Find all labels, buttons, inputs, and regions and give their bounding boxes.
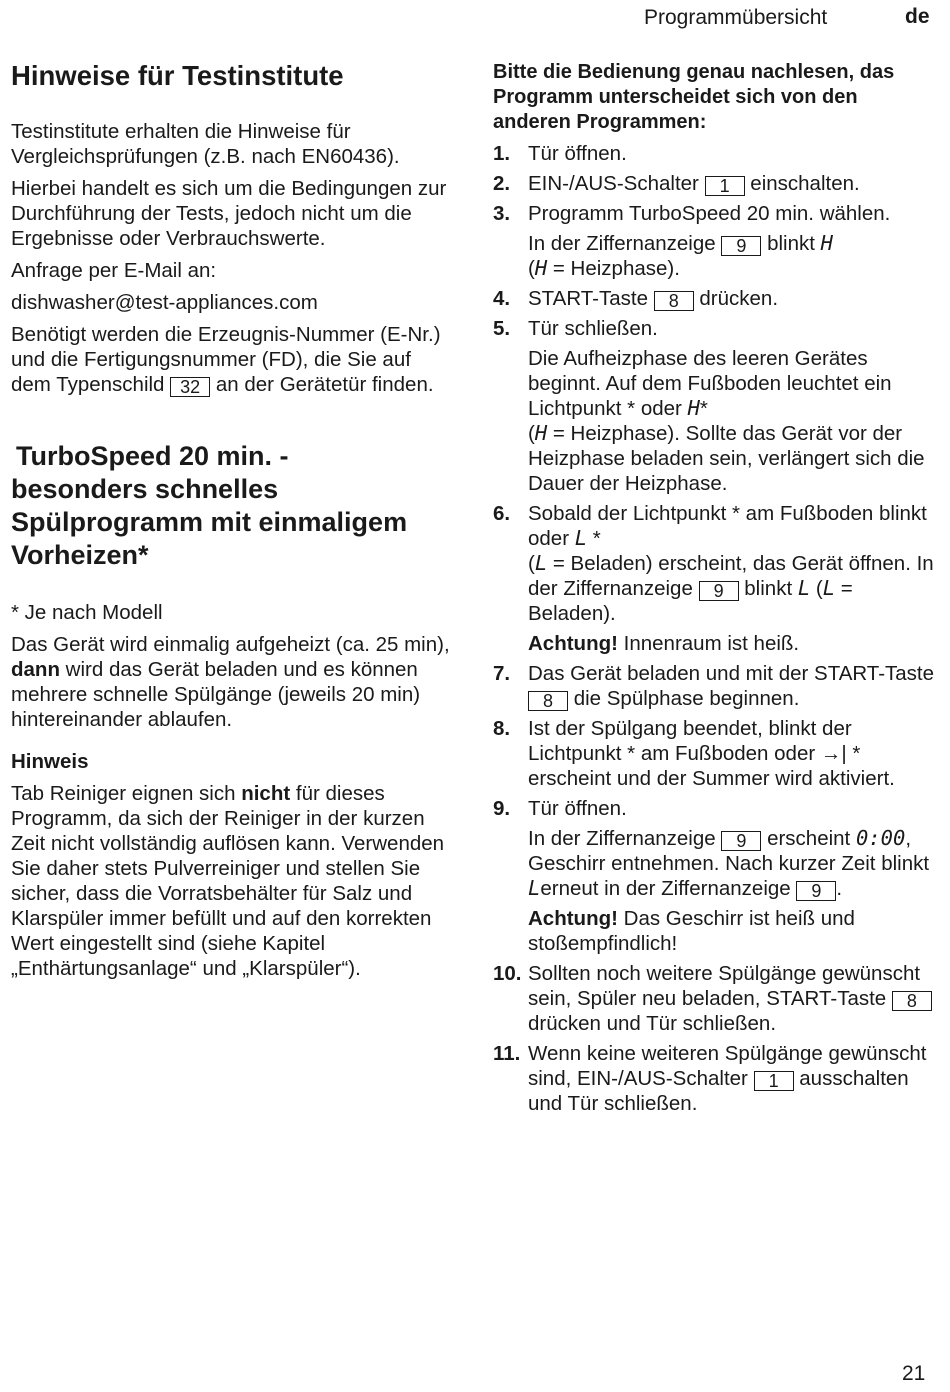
text: = Beladen) erscheint, das Gerät öffnen. In der Ziffernanzeige: [528, 552, 934, 600]
step-number: 4.: [493, 287, 511, 310]
heading-test-institutes: Hinweise für Testinstitute: [11, 60, 344, 91]
key-label: 1: [705, 176, 745, 196]
step-detail: [493, 346, 938, 496]
key-label: 8: [892, 991, 932, 1011]
text: die Spülphase beginnen.: [573, 687, 800, 710]
display-symbol: H: [820, 231, 833, 255]
display-symbol: L: [534, 551, 548, 575]
text: Tür schließen.: [528, 317, 658, 340]
text: Sobald der Lichtpunkt * am Fußboden blinkt oder: [528, 502, 927, 550]
text: = Heizphase).: [552, 257, 680, 280]
text: , Geschirr entnehmen. Nach kurzer Zeit blinkt: [528, 827, 930, 875]
step-number: 8.: [493, 717, 511, 740]
left-column: [11, 60, 456, 988]
email-address: dishwasher@test-appliances.com: [11, 291, 318, 314]
heading-note: Hinweis: [11, 750, 89, 773]
step-number: 1.: [493, 142, 511, 165]
paragraph: [11, 322, 456, 397]
text: Das Gerät beladen und mit der START-Taste: [528, 662, 935, 685]
warning: [493, 906, 938, 956]
text: *: [699, 397, 708, 420]
display-symbol: L: [797, 576, 811, 600]
list-item: [493, 961, 938, 1036]
display-symbol: L: [528, 876, 541, 900]
step-detail: [493, 231, 938, 281]
bold-text: dann: [11, 658, 60, 681]
text: Tür öffnen.: [528, 797, 627, 820]
text: Benötigt werden die Erzeugnis-Nummer (E-Nr.) und die Fertigungsnummer (FD), die Sie auf dem Typenschild: [11, 323, 441, 396]
text: blinkt: [744, 577, 793, 600]
text: Wenn keine weiteren Spülgänge gewünscht sind, EIN-/AUS-Schalter: [528, 1042, 927, 1090]
text: an der Gerätetür finden.: [215, 373, 434, 396]
list-item: [493, 171, 938, 196]
text: Programm TurboSpeed 20 min. wählen.: [528, 202, 891, 225]
step-number: 9.: [493, 797, 511, 820]
list-item: [493, 201, 938, 226]
list-item: [493, 796, 938, 821]
text: EIN-/AUS-Schalter: [528, 172, 699, 195]
key-label: 32: [170, 377, 210, 397]
list-item: [493, 716, 938, 791]
paragraph: Anfrage per E-Mail an:: [11, 259, 217, 282]
warning: [493, 631, 938, 656]
key-label: 1: [754, 1071, 794, 1091]
text: = Heizphase). Sollte das Gerät vor der Heizphase beladen sein, verlängert sich die Dauer der Heizphase.: [528, 422, 925, 495]
text: * erscheint und der Summer wird aktiviert.: [528, 742, 895, 790]
text: für dieses Programm, da sich der Reiniger in der kurzen Zeit nicht vollständig auflösen kann. Verwenden Sie daher stets Pulverreiniger und stellen Sie sicher, dass die Vorratsbehälter für Salz und Klarspüler immer befüllt und auf den korrekten Wert eingestellt sind (siehe Kapitel „Enthärtungsanlage“ und „Klarspüler“).: [11, 782, 445, 980]
text: drücken und Tür schließen.: [528, 1012, 777, 1035]
display-symbol: H: [534, 256, 548, 280]
text: drücken.: [699, 287, 779, 310]
step-number: 5.: [493, 317, 511, 340]
page-number: 21: [902, 1362, 926, 1385]
list-item: [493, 316, 938, 341]
text: Das Geschirr ist heiß und stoßempfindlich!: [528, 907, 855, 955]
bold-text: nicht: [241, 782, 291, 805]
step-number: 6.: [493, 502, 511, 525]
display-symbol: L: [822, 576, 836, 600]
text: Die Aufheizphase des leeren Gerätes beginnt. Auf dem Fußboden leuchtet ein Lichtpunkt * oder: [528, 347, 892, 420]
step-number: 3.: [493, 202, 511, 225]
text: START-Taste: [528, 287, 648, 310]
text: (: [528, 422, 535, 445]
paragraph: [11, 632, 456, 732]
end-arrow-icon: →|: [820, 742, 847, 765]
step-number: 2.: [493, 172, 511, 195]
display-symbol: L: [574, 526, 588, 550]
text: blinkt: [767, 232, 815, 255]
heading-line: Vorheizen*: [11, 540, 149, 570]
text: (: [815, 577, 823, 600]
step-number: 7.: [493, 662, 511, 685]
text: erneut in der Ziffernanzeige: [540, 877, 791, 900]
key-label: 9: [699, 581, 739, 601]
key-label: 8: [654, 291, 694, 311]
heading-line: besonders schnelles: [11, 474, 279, 504]
heading-turbospeed: [11, 440, 456, 572]
header-language: de: [905, 5, 930, 28]
text: einschalten.: [750, 172, 860, 195]
text: Tür öffnen.: [528, 142, 627, 165]
text: Sollten noch weitere Spülgänge gewünscht sein, Spüler neu beladen, START-Taste: [528, 962, 921, 1010]
text: In der Ziffernanzeige: [528, 232, 716, 255]
warning-label: Achtung!: [528, 907, 618, 930]
text: In der Ziffernanzeige: [528, 827, 716, 850]
text: ausschalten und Tür schließen.: [528, 1067, 909, 1115]
step-number: 10.: [493, 962, 522, 985]
paragraph: [11, 781, 456, 981]
text: Ist der Spülgang beendet, blinkt der Lichtpunkt * am Fußboden oder: [528, 717, 852, 765]
text: Das Gerät wird einmalig aufgeheizt (ca. 25 min),: [11, 633, 450, 656]
list-item: [493, 286, 938, 311]
list-item: [493, 1041, 938, 1116]
intro-bold: Bitte die Bedienung genau nachlesen, das Programm unterscheidet sich von den anderen Programmen:: [493, 61, 895, 133]
text: (: [528, 552, 535, 575]
warning-label: Achtung!: [528, 632, 618, 655]
list-item: [493, 501, 938, 626]
text: .: [836, 877, 843, 900]
step-detail: [493, 826, 938, 901]
list-item: [493, 661, 938, 711]
heading-line: Spülprogramm mit einmaligem: [11, 507, 408, 537]
key-label: 9: [721, 236, 761, 256]
display-symbol: H: [687, 396, 700, 420]
text: Tab Reiniger eignen sich: [11, 782, 236, 805]
text: erscheint: [767, 827, 851, 850]
footnote: * Je nach Modell: [11, 601, 163, 624]
key-label: 9: [721, 831, 761, 851]
heading-line: TurboSpeed 20 min. -: [16, 441, 289, 471]
text: = Beladen).: [528, 577, 853, 625]
text: Innenraum ist heiß.: [623, 632, 800, 655]
text: wird das Gerät beladen und es können mehrere schnelle Spülgänge (jeweils 20 min) hintereinander ablaufen.: [11, 658, 421, 731]
paragraph: Testinstitute erhalten die Hinweise für Vergleichsprüfungen (z.B. nach EN60436).: [11, 120, 400, 168]
step-number: 11.: [493, 1042, 521, 1065]
display-symbol: H: [534, 421, 548, 445]
key-label: 8: [528, 691, 568, 711]
key-label: 9: [796, 881, 836, 901]
display-symbol: 0:00: [855, 826, 906, 850]
list-item: [493, 141, 938, 166]
paragraph: Hierbei handelt es sich um die Bedingungen zur Durchführung der Tests, jedoch nicht um die Ergebnisse oder Verbrauchswerte.: [11, 177, 447, 250]
text: *: [592, 527, 601, 550]
right-column: [493, 60, 938, 1121]
text: (: [528, 257, 535, 280]
header-section-title: Programmübersicht: [644, 6, 828, 29]
